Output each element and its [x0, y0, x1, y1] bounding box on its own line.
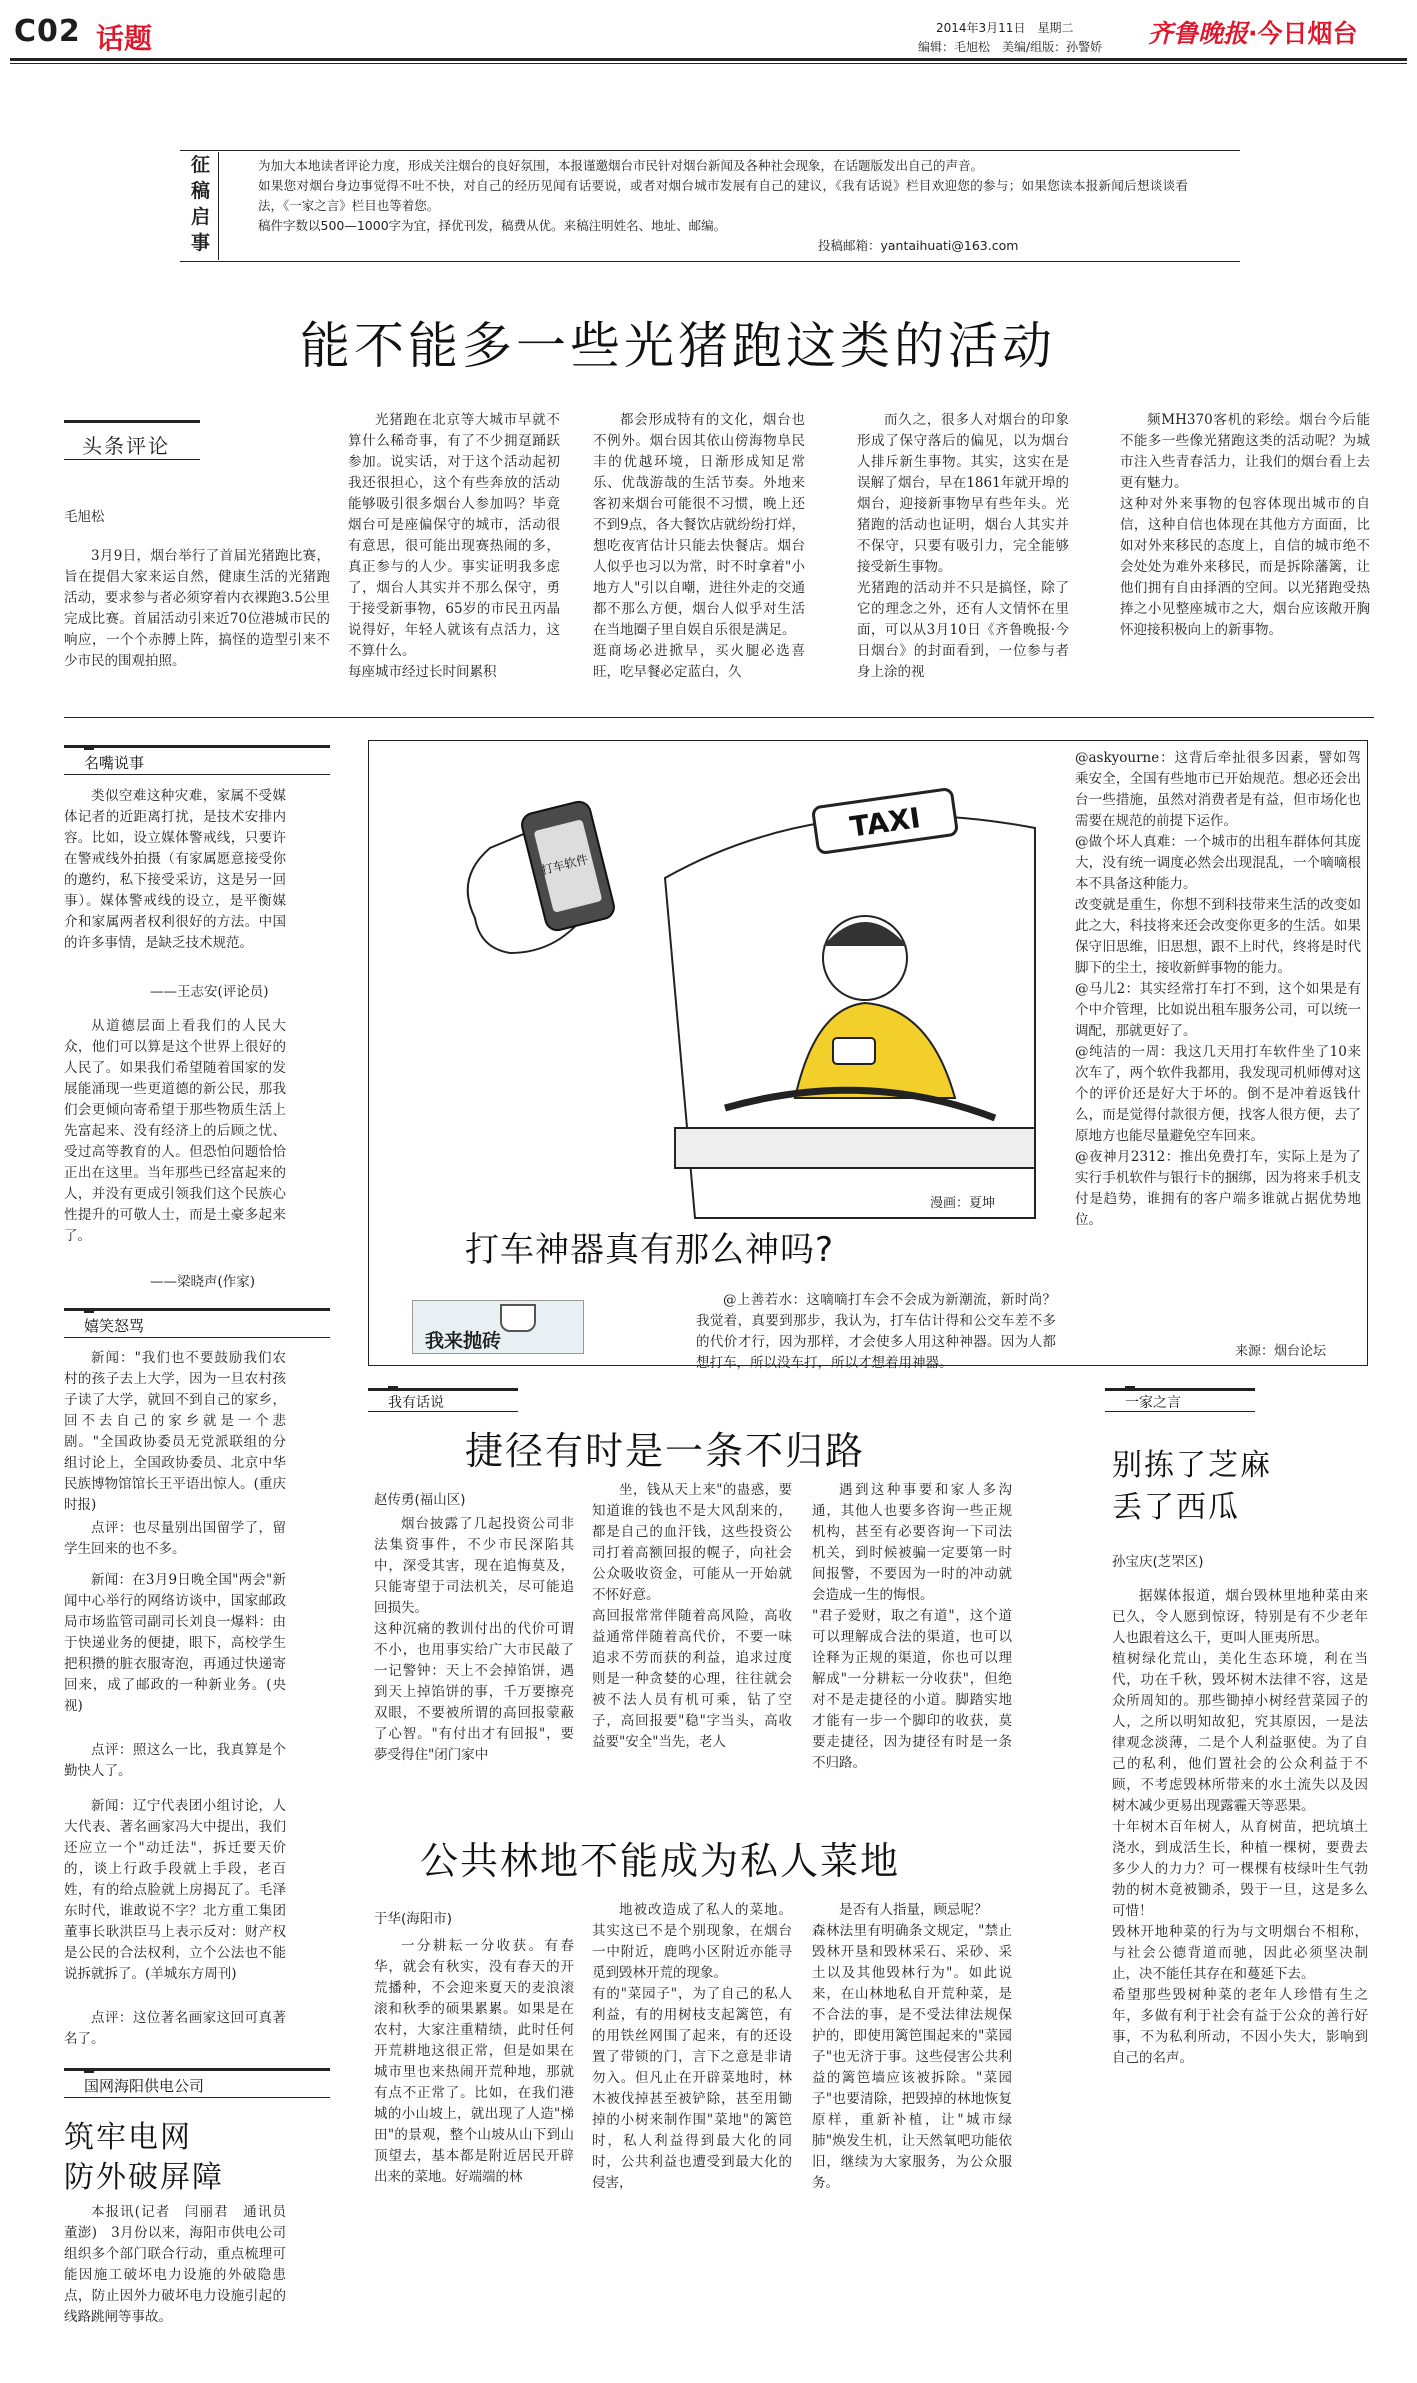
- grid-section: 国网海阳供电公司: [84, 2077, 205, 2095]
- woyou-title-1: 捷径有时是一条不归路: [465, 1429, 866, 1473]
- cup-icon: [500, 1304, 536, 1332]
- woyou-a1-col-1: 烟台披露了几起投资公司非法集资事件，不少市民深陷其中，深受其害，现在追悔莫及，只能寄望于司法机关，尽可能追回损失。 这种沉痛的教训付出的代价可谓不小，也用事实给广大市民敲了一记警钟：天上不会掉馅饼，遇到天上掉馅饼的事，千万要擦亮双眼，不要被所谓的高回报蒙蔽了心智。"有付出才有回报"，要夢受得住"闭门家中: [374, 1516, 574, 1763]
- newspaper-brand: [1148, 14, 1358, 50]
- masthead-rule: [10, 58, 1407, 61]
- xixiao-news-1: 新闻："我们也不要鼓励我们农村的孩子去上大学，因为一旦农村孩子读了大学，就回不到自己的家乡，回不去自己的家乡就是一个悲剧。"全国政协委员无党派联组的分组讨论上，全国政协委员、北京中华民族博物馆馆长王平语出惊人。(重庆时报): [64, 1350, 286, 1513]
- date: 2014年3月11日: [936, 21, 1026, 35]
- taxi-comment-mid: @上善若水：这嘀嘀打车会不会成为新潮流，新时尚？我觉着，真要到那步，我认为，打车估计得和公交车差不多的代价才行，因为那样，才会使多人用这种神器。因为人都想打车，所以没车打，所以才想着用神器。: [696, 1292, 1056, 1371]
- editor: 编辑：毛旭松: [918, 40, 991, 54]
- woyou-a2-col-2: 地被改造成了私人的菜地。其实这已不是个别现象，在烟台一中附近，鹿鸣小区附近亦能寻觅到毁林开荒的现象。 有的"菜园子"，为了自己的私人利益，有的用树枝支起篱笆，有的用铁丝网围了起来，有的还设置了带锁的门，言下之意是非请勿入。但凡止在开辟菜地时，林木被伐掉甚至被铲除，甚至用锄掉的小树来制作围"菜地"的篱笆时，私人利益得到最大化的同时，公共利益也遭受到最大化的侵害，: [592, 1902, 792, 2191]
- mingzui-sig1: ——王志安(评论员): [150, 984, 269, 1000]
- mingzui-section: 名嘴说事: [84, 754, 145, 772]
- woyou-a1-col-2: 坐，钱从天上来"的蛊惑，要知道谁的钱也不是大风刮来的，都是自己的血汗钱，这些投资公司打着高额回报的幌子，向社会公众吸收资金，可能从一开始就不怀好意。 高回报常常伴随着高风险，高收益通常伴随着高代价，不要一味追求不劳而获的利益，追求过度则是一种贪婪的心理，往往就会被不法人员有机可乘，钻了空子，高回报要"稳"字当头，高收益要"安全"当先，老人: [592, 1482, 792, 1750]
- xixiao-news-3: 新闻：辽宁代表团小组讨论，人大代表、著名画家冯大中提出，我们还应立一个"动迁法"，拆迁要天价的，谈上行政手段就上手段，老百姓，有的给点脸就上房揭瓦了。毛泽东时代，谁敢说不字？北方重工集团董事长耿洪臣马上表示反对：财产权是公民的合法权利，立个公法也不能说拆就拆了。(羊城东方周刊): [64, 1798, 286, 1982]
- yijia-body: 据媒体报道，烟台毁林里地种菜由来已久，令人愿到惊讶，特别是有不少老年人也跟着这么干，更叫人匪夷所思。 植树绿化荒山，美化生态环境，利在当代，功在千秋，毁坏树木法律不容，这是众所周知的。那些锄掉小树经营菜园子的人，之所以明知故犯，究其原因，一是法律观念淡薄，二是个人利益驱使。为了自己的私利，他们置社会的公众利益于不顾，不考虑毁林所带来的水土流失以及因树木减少更易出现露霾天等恶果。 十年树木百年树人，从育树苗，把坑填土浇水，到成活生长，种植一棵树，要费去多少人的力力？可一棵棵有枝绿叶生气勃勃的树木竟被锄杀，毁于一旦，这是多么可惜！ 毁林开地种菜的行为与文明烟台不相称，与社会公德背道而驰，因此必须坚决制止，决不能任其存在和蔓延下去。 希望那些毁树种菜的老年人珍惜有生之年，多做有利于社会有益于公众的善行好事，不为私利所动，不因小失大，影响到自己的名声。: [1112, 1588, 1368, 2066]
- xixiao-comment-1: 点评：也尽量别出国留学了，留学生回来的也不多。: [64, 1520, 286, 1557]
- illustration-credit: 漫画：夏坤: [930, 1196, 996, 1211]
- lead-author: 毛旭松: [64, 509, 105, 525]
- yijia-title-1: 别拣了芝麻: [1112, 1448, 1272, 1483]
- woyou-a2-col-1: 一分耕耘一分收获。有春华，就会有秋实，没有春天的开荒播种，不会迎来夏天的麦浪滚滚和秋季的硕果累累。如果是在农村，大家注重精绩，此时任何开荒耕地这很正常，但是如果在城市里也来热闹开荒种地，那就有点不正常了。比如，在我们港城的小山坡上，就出现了人造"梯田"的景观，整个山坡从山下到山顶望去，基本都是附近居民开辟出来的菜地。好端端的林: [374, 1938, 574, 2185]
- lead-section-label: 头条评论: [82, 434, 170, 458]
- woyou-author-1: 赵传勇(福山区): [374, 1492, 466, 1508]
- lead-col-3: 都会形成特有的文化，烟台也不例外。烟台因其依山傍海物阜民丰的优越环境，日渐形成知足常乐、优哉游哉的生活节奏。外地来客初来烟台可能很不习惯，晚上还不到9点，各大餐饮店就纷纷打烊，想吃夜宵估计只能去快餐店。烟台人似乎也习以为常，时不时拿着"小地方人"引以自嘲，进往外走的交通都不那么方便，烟台人似乎对生活在当地圈子里自娱自乐很是满足。 逛商场必进掀早，买火腿必选喜旺，吃早餐必定蓝白，久: [593, 412, 805, 680]
- page-code: C02: [14, 14, 81, 49]
- taxi-comments-right: @askyourne：这背后牵扯很多因素，譬如驾乘安全，全国有些地市已开始规范。想必还会出台一些措施，虽然对消费者是有益，但市场化也需要在规范的前提下运作。 @做个坏人真难：一个城市的出租车群体何其庞大，没有统一调度必然会出现混乱，一个嘀嘀根本不具备这种能力。 改变就是重生，你想不到科技带来生活的改变如此之大，科技将来还会改变你更多的生活。如果保守旧思维，旧思想，跟不上时代，终将是时代脚下的尘土，接收新鲜事物的能力。 @马儿2：其实经常打车打不到，这个如果是有个中介管理，比如说出租车服务公司，可以统一调配，那就更好了。 @纯洁的一周：我这几天用打车软件坐了10来次车了，两个软件我都用，我发现司机师傅对这个的评价还是好大于坏的。倒不是冲着返钱什么，而是觉得付款很方便，找客人很方便，去了原地方也能尽量避免空车回来。 @夜神月2312：推出免费打车，实际上是为了实行手机软件与银行卡的捆绑，因为将来手机支付是趋势，谁拥有的客户端多谁就占据优势地位。: [1075, 750, 1361, 1228]
- notice-label: [183, 152, 219, 260]
- lead-col-5: 频MH370客机的彩绘。烟台今后能不能多一些像光猪跑这类的活动呢？为城市注入些青春活力，让我们的烟台看上去更有魅力。 这种对外来事物的包容体现出城市的自信，这种自信也体现在其他方方面面，比如对外来移民的态度上，自信的城市绝不会处处为难外来移民，而是拆除藩篱，让他们拥有自由择酒的空间。以光猪跑受热捧之小见整座城市之大，烟台应该敞开胸怀迎接积极向上的新事物。: [1120, 412, 1370, 638]
- notice-email[interactable]: 投稿邮箱：yantaihuati@163.com: [818, 238, 1019, 253]
- driver-phone: [833, 1038, 875, 1064]
- lead-col-1: 3月9日，烟台举行了首届光猪跑比赛，旨在提倡大家来运自然，健康生活的光猪跑活动，要求参与者必须穿着内衣裸跑3.5公里完成比赛。首届活动引来近70位港城市民的响应，一个个赤膊上阵，搞怪的造型引来不少市民的围观拍照。: [64, 548, 330, 669]
- phone-label: 打车软件: [539, 852, 590, 878]
- notice-char: 事: [190, 232, 210, 254]
- brand-logo: 齐鲁晚报: [1148, 19, 1249, 48]
- page-headline: 能不能多一些光猪跑这类的活动: [300, 317, 1056, 375]
- mingzui-sig2: ——梁晓声(作家): [150, 1274, 256, 1290]
- grid-title-2: 防外破屏障: [64, 2160, 224, 2195]
- xixiao-section: 嬉笑怒骂: [84, 1317, 145, 1335]
- grid-body: 本报讯(记者 闫丽君 通讯员 董澎) 3月份以来，海阳市供电公司组织多个部门联合行动，重点梳理可能因施工破坏电力设施的外破隐患点，防止因外力破坏电力设施引起的线路跳闸等事故。: [64, 2204, 300, 2325]
- yijia-author: 孙宝庆(芝罘区): [1112, 1554, 1204, 1570]
- grid-title-1: 筑牢电网: [64, 2120, 192, 2155]
- editor-credit: [918, 38, 1102, 55]
- yijia-section: 一家之言: [1125, 1392, 1181, 1412]
- lead-rule: [64, 717, 1374, 718]
- mingzui-p2: 从道德层面上看我们的人民大众，他们可以算是这个世界上很好的人民了。如果我们希望随着国家的发展能涌现一些更道德的新公民，那我们会更倾向寄希望于那些物质生活上先富起来、没有经济上的后顾之忧、受过高等教育的人。但恐怕问题恰恰正出在这里。当年那些已经富起来的人，并没有更成引领我们这个民族心性提升的可敬人士，而是土豪多起来了。: [64, 1018, 286, 1244]
- mingzui-p1: 类似空难这种灾难，家属不受媒体记者的近距离打扰，是技术安排内容。比如，设立媒体警戒线，只要许在警戒线外拍摄（有家属愿意接受你的邀约，私下接受采访，这是另一回事）。媒体警戒线的设立，是平衡媒介和家属两者权利很好的方法。中国的许多事情，是缺乏技术规范。: [64, 788, 286, 951]
- weekday: 星期二: [1037, 21, 1074, 35]
- masthead-rule-thin: [10, 63, 1407, 64]
- woyou-title-2: 公共林地不能成为私人菜地: [420, 1839, 901, 1883]
- xixiao-comment-2: 点评：照这么一比，我真算是个勤快人了。: [64, 1742, 286, 1779]
- issue-date: [936, 19, 1073, 36]
- yijia-title-2: 丢了西瓜: [1112, 1490, 1240, 1525]
- taxi-cartoon: [395, 768, 1035, 1218]
- xixiao-comment-3: 点评：这位著名画家这回可真著名了。: [64, 2010, 286, 2047]
- taxi-source: 来源：烟台论坛: [1235, 1344, 1327, 1359]
- woyou-a2-col-3: 是否有人指量，顾忌呢？ 森林法里有明确条文规定，"禁止毁林开垦和毁林采石、采砂、采土以及其他毁林行为"。如此说来，在山林地私自开荒种菜，是不合法的事，是不受法律法规保护的，即使用篱笆围起来的"菜园子"也无济于事。这些侵害公共利益的篱笆墙应该被拆除。"菜园子"也要清除，把毁掉的林地恢复原样，重新补植，让"城市绿肺"焕发生机，让天然氧吧功能依旧，继续为大家服务，为公众服务。: [812, 1902, 1012, 2191]
- woyou-section: 我有话说: [388, 1392, 444, 1412]
- taxi-sign-text: TAXI: [847, 801, 923, 844]
- brand-sub: ·今日烟台: [1248, 19, 1358, 48]
- dashboard: [675, 1128, 1035, 1168]
- lead-col-4: 而久之，很多人对烟台的印象形成了保守落后的偏见，以为烟台人排斥新生事物。其实，这实在是误解了烟台，早在1861年就开埠的烟台，迎接新事物早有些年头。光猪跑的活动也证明，烟台人其实并不保守，只要有吸引力，完全能够接受新生事物。 光猪跑的活动并不只是搞怪，除了它的理念之外，还有人文情怀在里面，可以从3月10日《齐鲁晚报·今日烟台》的封面看到，一位参与者身上涂的视: [857, 412, 1069, 680]
- notice-text: 为加大本地读者评论力度，形成关注烟台的良好氛围，本报谨邀烟台市民针对烟台新闻及各种社会现象，在话题版发出自己的声音。 如果您对烟台身边事觉得不吐不快，对自己的经历见闻有话要说，或者对烟台城市发展有自己的建议，《我有话说》栏目欢迎您的参与；如果您读本报新闻后想谈谈看法，《一家之言》栏目也等着您。 稿件字数以500—1000字为宜，择优刊发，稿费从优。来稿注明姓名、地址、邮编。: [258, 158, 1188, 233]
- taxi-illustration: [395, 768, 1035, 1218]
- notice-char: 启: [190, 206, 210, 228]
- xixiao-news-2: 新闻：在3月9日晚全国"两会"新闻中心举行的网络访谈中，国家邮政局市场监管司副司长刘良一爆料：由于快递业务的便捷，眼下，高校学生把积攒的脏衣服寄泡，再通过快递寄回来，成了邮政的一种新业务。(央视): [64, 1572, 286, 1714]
- lead-col-2: 光猪跑在北京等大城市早就不算什么稀奇事，有了不少拥趸踊跃参加。说实话，对于这个活动起初我还很担心，这个有些奔放的活动能够吸引很多烟台人参加吗？毕竟烟台可是座偏保守的城市，活动很有意思，很可能出现赛热闹的多，真正参与的人少。事实证明我多虑了，烟台人其实并不那么保守，勇于接受新事物，65岁的市民丑丙晶说得好，年轻人就该有点活力，这不算什么。 每座城市经过长时间累积: [348, 412, 560, 680]
- pz-label: 我来抛砖: [425, 1330, 502, 1352]
- notice-char: 稿: [190, 180, 210, 202]
- section-name: 话题: [96, 22, 153, 55]
- notice-char: 征: [190, 154, 210, 176]
- woyou-a1-col-3: 遇到这种事要和家人多沟通，其他人也要多咨询一些正规机构，甚至有必要咨询一下司法机关，到时候被骗一定要第一时间报警，不要因为一时的冲动就会造成一生的悔恨。 "君子爱财，取之有道"，这个道可以理解成合法的渠道，也可以诠释为正规的渠道，你也可以理解成"一分耕耘一分收获"，但绝对不是走捷径的小道。脚踏实地才能有一步一个脚印的收获，莫要走捷径，因为捷径有时是一条不归路。: [812, 1482, 1012, 1771]
- art-editor: 美编/组版：孙警娇: [1002, 40, 1103, 54]
- woyou-author-2: 于华(海阳市): [374, 1911, 453, 1927]
- taxi-title: 打车神器真有那么神吗?: [465, 1230, 835, 1270]
